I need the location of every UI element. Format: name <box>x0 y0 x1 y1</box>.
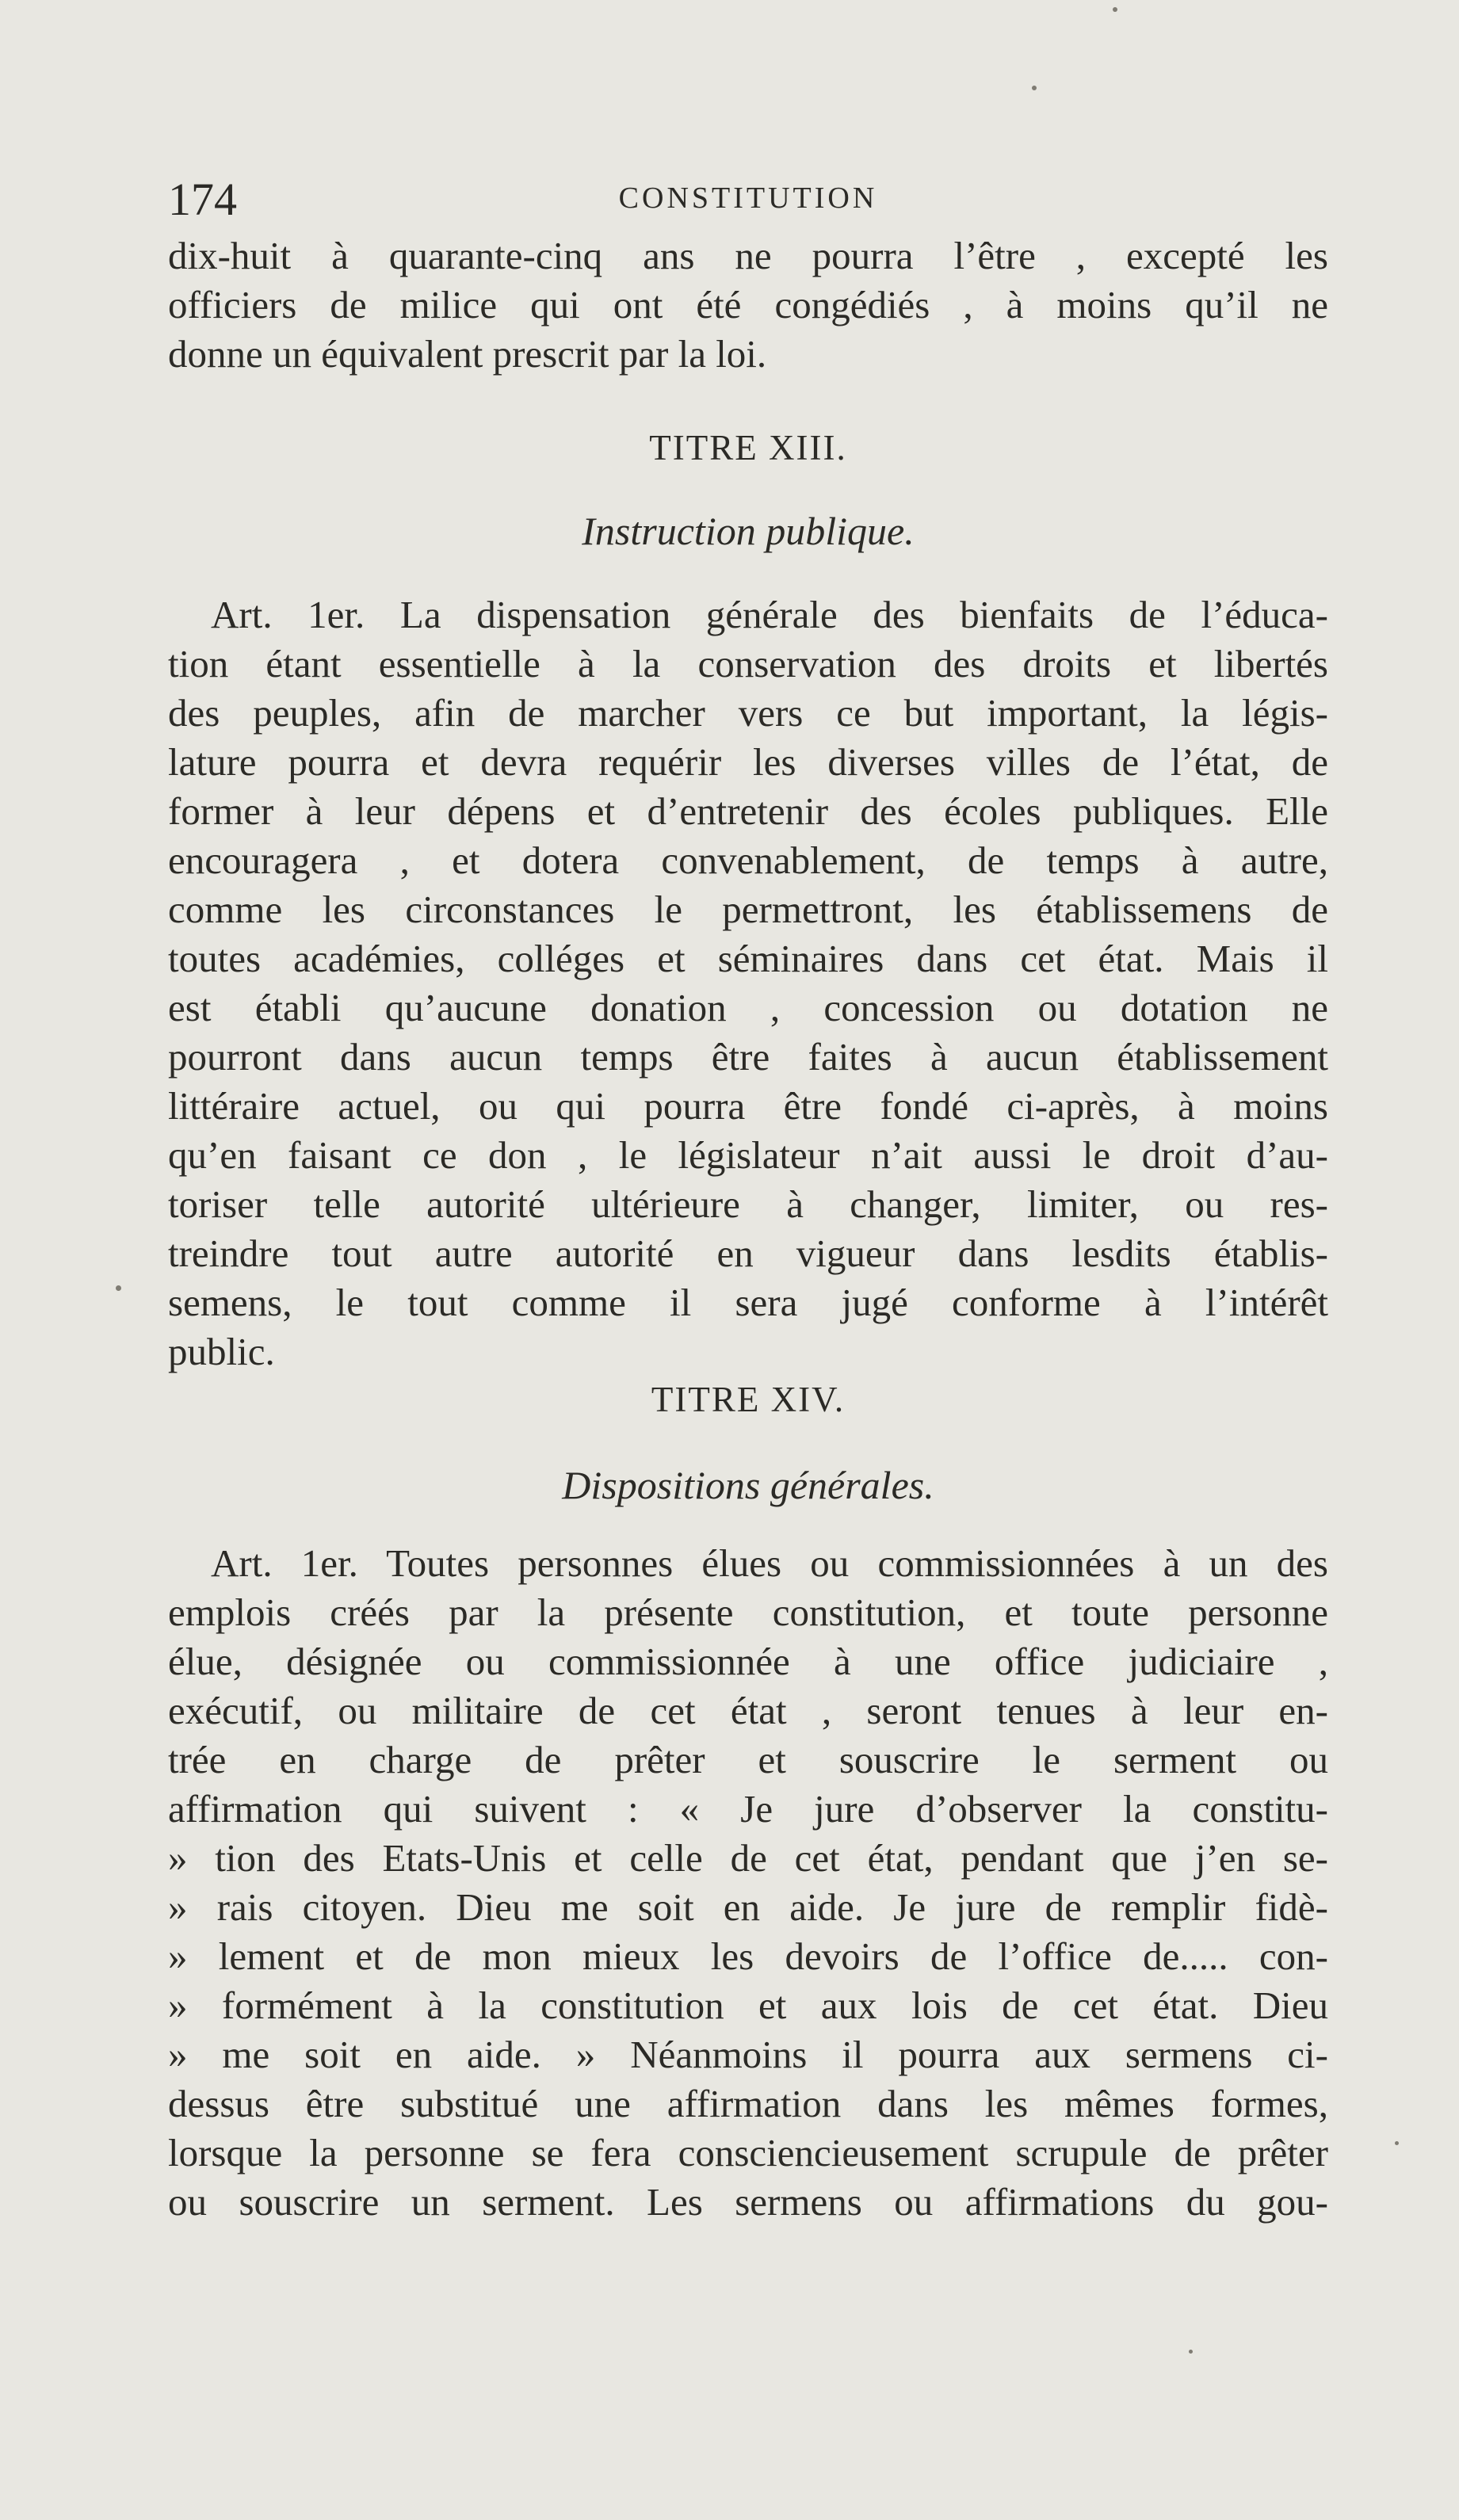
text-line: » me soit en aide. » Néanmoins il pourra aux sermens ci- <box>168 2033 1328 2076</box>
text-line: tion étant essentielle à la conservation des droits et libertés <box>168 642 1328 685</box>
section-subtitle-xiii <box>168 502 1328 559</box>
text-line: littéraire actuel, ou qui pourra être fondé ci-après, à moins <box>168 1084 1328 1128</box>
section-subtitle: Dispositions générales. <box>562 1463 934 1507</box>
page-header <box>168 173 1328 228</box>
section-title-xiii <box>168 423 1328 472</box>
text-line: toutes académies, colléges et séminaires dans cet état. Mais il <box>168 937 1328 980</box>
article-paragraph-xiii <box>168 590 1328 1376</box>
text-line: » rais citoyen. Dieu me soit en aide. Je jure de remplir fidè- <box>168 1885 1328 1929</box>
section-subtitle-xiv <box>168 1457 1328 1514</box>
paper-speck <box>1395 2141 1399 2145</box>
text-line: semens, le tout comme il sera jugé conforme à l’intérêt <box>168 1281 1328 1324</box>
text-line: ou souscrire un serment. Les sermens ou affirmations du gou- <box>168 2180 1328 2224</box>
text-line: pourront dans aucun temps être faites à aucun établissement <box>168 1035 1328 1079</box>
text-line: » tion des Etats-Unis et celle de cet état, pendant que j’en se- <box>168 1836 1328 1880</box>
text-line: qu’en faisant ce don , le législateur n’ait aussi le droit d’au- <box>168 1133 1328 1177</box>
text-line: officiers de milice qui ont été congédiés , à moins qu’il ne <box>168 283 1328 326</box>
text-line: affirmation qui suivent : « Je jure d’observer la constitu- <box>168 1787 1328 1831</box>
text-line: treindre tout autre autorité en vigueur dans lesdits établis- <box>168 1231 1328 1275</box>
text-line: trée en charge de prêter et souscrire le serment ou <box>168 1738 1328 1781</box>
text-line: des peuples, afin de marcher vers ce but important, la légis- <box>168 691 1328 735</box>
text-line: dix-huit à quarante-cinq ans ne pourra l’être , excepté les <box>168 234 1328 277</box>
text-line: lorsque la personne se fera consciencieusement scrupule de prêter <box>168 2131 1328 2174</box>
section-title: TITRE XIII. <box>649 428 847 468</box>
text-line: toriser telle autorité ultérieure à changer, limiter, ou res- <box>168 1182 1328 1226</box>
page-number: 174 <box>168 174 237 225</box>
section-title-xiv <box>168 1375 1328 1424</box>
text-line: former à leur dépens et d’entretenir des écoles publiques. Elle <box>168 789 1328 833</box>
text-line: lature pourra et devra requérir les diverses villes de l’état, de <box>168 740 1328 784</box>
section-title: TITRE XIV. <box>651 1380 846 1419</box>
text-line: comme les circonstances le permettront, les établissemens de <box>168 888 1328 931</box>
text-line: encouragera , et dotera convenablement, de temps à autre, <box>168 838 1328 882</box>
paper-speck <box>1032 86 1037 90</box>
text-line: exécutif, ou militaire de cet état , seront tenues à leur en- <box>168 1689 1328 1732</box>
text-line: emplois créés par la présente constitution, et toute personne <box>168 1590 1328 1634</box>
paper-speck <box>1113 7 1117 12</box>
paper-speck <box>116 1285 121 1291</box>
intro-paragraph <box>168 231 1328 379</box>
text-line: Art. 1er. La dispensation générale des bienfaits de l’éduca- <box>211 593 1328 636</box>
text-line: public. <box>168 1330 275 1373</box>
article-paragraph-xiv <box>168 1539 1328 2227</box>
text-line: » lement et de mon mieux les devoirs de l’office de..... con- <box>168 1934 1328 1978</box>
text-line: donne un équivalent prescrit par la loi. <box>168 332 767 376</box>
running-head: CONSTITUTION <box>618 181 878 215</box>
text-line: Art. 1er. Toutes personnes élues ou commissionnées à un des <box>211 1541 1328 1585</box>
text-line: élue, désignée ou commissionnée à une office judiciaire , <box>168 1640 1328 1683</box>
text-line: dessus être substitué une affirmation dans les mêmes formes, <box>168 2082 1328 2125</box>
text-line: » formément à la constitution et aux lois de cet état. Dieu <box>168 1984 1328 2027</box>
paper-speck <box>1189 2350 1193 2354</box>
section-subtitle: Instruction publique. <box>582 509 915 553</box>
text-line: est établi qu’aucune donation , concession ou dotation ne <box>168 986 1328 1029</box>
